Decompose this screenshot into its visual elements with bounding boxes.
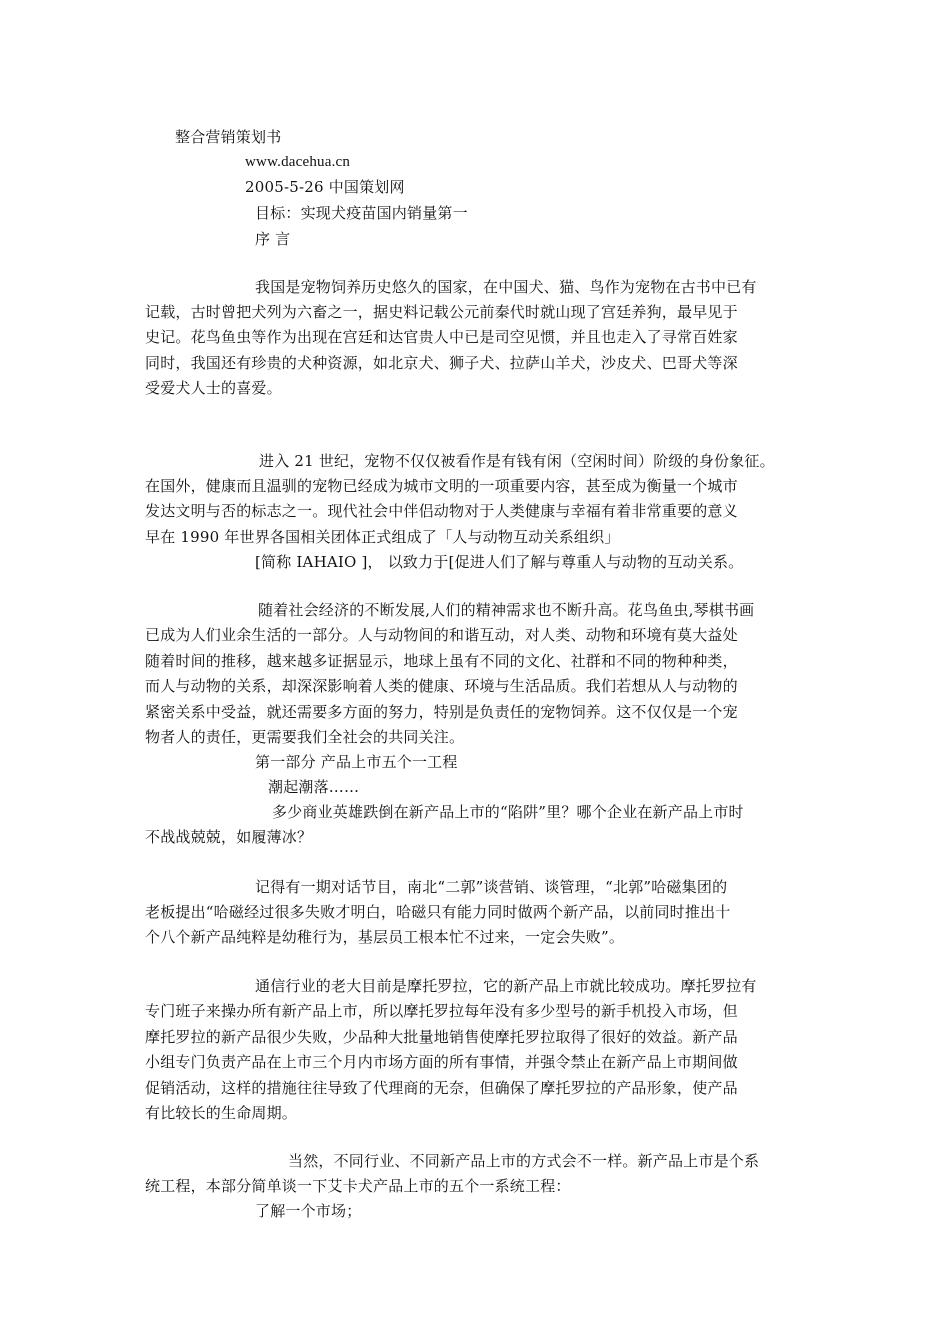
- paragraph-line: 发达文明与否的标志之一。现代社会中伴侣动物对于人类健康与幸福有着非常重要的意义: [145, 502, 738, 520]
- goal-line: 目标：实现犬疫苗国内销量第一: [255, 204, 468, 222]
- list-item: 了解一个市场；: [255, 1202, 362, 1220]
- paragraph-line: 同时，我国还有珍贵的犬种资源，如北京犬、狮子犬、拉萨山羊犬，沙皮犬、巴哥犬等深: [145, 354, 738, 372]
- section-subheading: 潮起潮落……: [268, 778, 360, 796]
- document-title: 整合营销策划书: [175, 128, 282, 146]
- paragraph-line: 老板提出“哈磁经过很多失败才明白，哈磁只有能力同时做两个新产品，以前同时推出十: [145, 903, 731, 921]
- paragraph-line: 在国外，健康而且温驯的宠物已经成为城市文明的一项重要内容，甚至成为衡量一个城市: [145, 477, 738, 495]
- paragraph-line: 进入 21 世纪，宠物不仅仅被看作是有钱有闲（空闲时间）阶级的身份象征。: [259, 452, 775, 470]
- section-heading: 第一部分 产品上市五个一工程: [255, 753, 458, 771]
- paragraph-line: [简称 IAHAIO ]， 以致力于[促进人们了解与尊重人与动物的互动关系。: [255, 553, 744, 571]
- paragraph-line: 小组专门负责产品在上市三个月内市场方面的所有事情，并强令禁止在新产品上市期间做: [145, 1053, 738, 1071]
- preface-heading: 序 言: [255, 230, 291, 248]
- paragraph-line: 受爱犬人士的喜爱。: [145, 379, 282, 397]
- paragraph-line: 通信行业的老大目前是摩托罗拉，它的新产品上市就比较成功。摩托罗拉有: [255, 977, 757, 995]
- paragraph-line: 已成为人们业余生活的一部分。人与动物间的和谐互动，对人类、动物和环境有莫大益处: [145, 626, 738, 644]
- paragraph-line: 多少商业英雄跌倒在新产品上市的“陷阱”里？哪个企业在新产品上市时: [272, 803, 744, 821]
- paragraph-line: 史记。花鸟鱼虫等作为出现在宫廷和达官贵人中已是司空见惯，并且也走入了寻常百姓家: [145, 328, 738, 346]
- paragraph-line: 专门班子来操办所有新产品上市，所以摩托罗拉每年没有多少型号的新手机投入市场，但: [145, 1002, 738, 1020]
- paragraph-line: 记载，古时曾把犬列为六畜之一，据史料记载公元前秦代时就山现了宫廷养狗，最早见于: [145, 303, 738, 321]
- website-line: www.dacehua.cn: [245, 154, 351, 170]
- paragraph-line: 随着社会经济的不断发展,人们的精神需求也不断升高。花鸟鱼虫,琴棋书画: [258, 601, 755, 619]
- paragraph-line: 统工程，本部分简单谈一下艾卡犬产品上市的五个一系统工程：: [145, 1177, 571, 1195]
- paragraph-line: 当然，不同行业、不同新产品上市的方式会不一样。新产品上市是个系: [288, 1152, 760, 1170]
- date-source-line: 2005-5-26 中国策划网: [245, 178, 405, 196]
- paragraph-line: 不战战兢兢，如履薄冰？: [145, 828, 313, 846]
- paragraph-line: 早在 1990 年世界各国相关团体正式组成了「人与动物互动关系组织」: [145, 528, 620, 546]
- paragraph-line: 而人与动物的关系，却深深影响着人类的健康、环境与生活品质。我们若想从人与动物的: [145, 677, 738, 695]
- paragraph-line: 物者人的责任，更需要我们全社会的共同关注。: [145, 728, 465, 746]
- paragraph-line: 促销活动，这样的措施往往导致了代理商的无奈，但确保了摩托罗拉的产品形象，使产品: [145, 1079, 738, 1097]
- paragraph-line: 记得有一期对话节目，南北“二郭”谈营销、谈管理，“北郭”哈磁集团的: [255, 878, 728, 896]
- paragraph-line: 我国是宠物饲养历史悠久的国家，在中国犬、猫、鸟作为宠物在古书中已有: [255, 278, 757, 296]
- paragraph-line: 个八个新产品纯粹是幼稚行为，基层员工根本忙不过来，一定会失败”。: [145, 928, 625, 946]
- paragraph-line: 有比较长的生命周期。: [145, 1104, 298, 1122]
- paragraph-line: 紧密关系中受益，就还需要多方面的努力，特别是负责任的宠物饲养。这不仅仅是一个宠: [145, 703, 738, 721]
- paragraph-line: 摩托罗拉的新产品很少失败，少品种大批量地销售使摩托罗拉取得了很好的效益。新产品: [145, 1028, 738, 1046]
- paragraph-line: 随着时间的推移，越来越多证据显示，地球上虽有不同的文化、社群和不同的物种种类，: [145, 652, 738, 670]
